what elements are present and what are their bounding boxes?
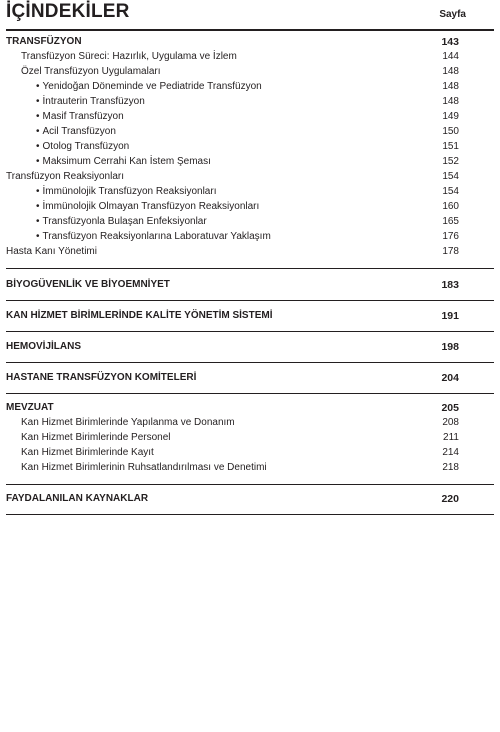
- toc-item-page: 148: [442, 81, 459, 92]
- toc-item[interactable]: [0, 246, 500, 261]
- section-title: TRANSFÜZYON: [6, 36, 82, 47]
- toc-item[interactable]: [0, 417, 500, 432]
- toc-item[interactable]: [0, 462, 500, 477]
- toc-item-title: Kan Hizmet Birimlerinde Kayıt: [21, 447, 154, 458]
- toc-item-title: Masif Transfüzyon: [42, 111, 124, 122]
- section-page: 220: [441, 493, 459, 505]
- toc-section-mevzuat[interactable]: [0, 402, 500, 417]
- page-column-label: Sayfa: [439, 9, 466, 20]
- bullet-icon: •: [36, 81, 40, 92]
- toc-item-page: 165: [442, 216, 459, 227]
- section-divider: [6, 393, 494, 394]
- toc-section-kaynaklar[interactable]: [0, 493, 500, 508]
- toc-item[interactable]: [0, 447, 500, 462]
- toc-item-page: 178: [442, 246, 459, 257]
- toc-item-page: 149: [442, 111, 459, 122]
- section-title: HEMOVİJİLANS: [6, 341, 82, 352]
- section-divider: [6, 362, 494, 363]
- section-divider: [6, 300, 494, 301]
- toc-item-title: Transfüzyon Reaksiyonları: [6, 171, 125, 182]
- toc-item[interactable]: [0, 201, 500, 216]
- bullet-icon: •: [36, 96, 40, 107]
- toc-item-page: 211: [443, 432, 459, 443]
- section-divider: [6, 331, 494, 332]
- toc-item[interactable]: [0, 156, 500, 171]
- toc-item-page: 208: [442, 417, 459, 428]
- section-page: 143: [441, 36, 459, 48]
- toc-item-title: Acil Transfüzyon: [42, 126, 116, 137]
- section-divider: [6, 514, 494, 515]
- toc-item[interactable]: [0, 66, 500, 81]
- toc-item-title: Yenidoğan Döneminde ve Pediatride Transfüzyon: [42, 81, 262, 92]
- toc-item-page: 214: [442, 447, 459, 458]
- toc-item[interactable]: [0, 81, 500, 96]
- section-title: MEVZUAT: [6, 402, 54, 413]
- section-page: 204: [441, 372, 459, 384]
- toc-item-title: İntrauterin Transfüzyon: [42, 96, 145, 107]
- section-title: FAYDALANILAN KAYNAKLAR: [6, 493, 149, 504]
- toc-item-page: 154: [442, 171, 459, 182]
- bullet-icon: •: [36, 141, 40, 152]
- toc-item-title: Kan Hizmet Birimlerinde Personel: [21, 432, 171, 443]
- toc-item[interactable]: [0, 96, 500, 111]
- toc-item-title: Transfüzyon Reaksiyonlarına Laboratuvar Yaklaşım: [42, 231, 271, 242]
- toc-item-title: Hasta Kanı Yönetimi: [6, 246, 97, 257]
- toc-item-title: Transfüzyon Süreci: Hazırlık, Uygulama ve İzlem: [21, 51, 237, 62]
- section-title: KAN HİZMET BİRİMLERİNDE KALİTE YÖNETİM SİSTEMİ: [6, 310, 273, 321]
- section-page: 183: [441, 279, 459, 291]
- bullet-icon: •: [36, 231, 40, 242]
- toc-item[interactable]: [0, 432, 500, 447]
- toc-item-title: İmmünolojik Olmayan Transfüzyon Reaksiyonları: [42, 201, 260, 212]
- toc-item-page: 150: [442, 126, 459, 137]
- section-title: HASTANE TRANSFÜZYON KOMİTELERİ: [6, 372, 197, 383]
- section-divider: [6, 268, 494, 269]
- section-page: 191: [441, 310, 459, 322]
- toc-section-hemovijilans[interactable]: [0, 341, 500, 356]
- bullet-icon: •: [36, 156, 40, 167]
- section-page: 198: [441, 341, 459, 353]
- toc-item[interactable]: [0, 171, 500, 186]
- toc-item[interactable]: [0, 216, 500, 231]
- bullet-icon: •: [36, 126, 40, 137]
- toc-item-title: Kan Hizmet Birimlerinde Yapılanma ve Donanım: [21, 417, 235, 428]
- toc-item-page: 152: [442, 156, 459, 167]
- section-page: 205: [441, 402, 459, 414]
- toc-section-kalite[interactable]: [0, 310, 500, 325]
- toc-item-title: İmmünolojik Transfüzyon Reaksiyonları: [42, 186, 217, 197]
- section-divider: [6, 484, 494, 485]
- page-title: İÇİNDEKİLER: [6, 1, 130, 22]
- toc-item-page: 148: [442, 96, 459, 107]
- toc-item-page: 148: [442, 66, 459, 77]
- toc-item-title: Maksimum Cerrahi Kan İstem Şeması: [42, 156, 211, 167]
- bullet-icon: •: [36, 201, 40, 212]
- toc-item[interactable]: [0, 186, 500, 201]
- toc-item-title: Otolog Transfüzyon: [42, 141, 130, 152]
- bullet-icon: •: [36, 111, 40, 122]
- section-title: BİYOGÜVENLİK VE BİYOEMNİYET: [6, 279, 170, 290]
- toc-item-page: 176: [442, 231, 459, 242]
- toc-item-title: Kan Hizmet Birimlerinin Ruhsatlandırılması ve Denetimi: [21, 462, 267, 473]
- toc-item[interactable]: [0, 111, 500, 126]
- toc-item-page: 144: [442, 51, 459, 62]
- bullet-icon: •: [36, 186, 40, 197]
- toc-item-page: 218: [442, 462, 459, 473]
- toc-section-transfuzyon[interactable]: [0, 36, 500, 51]
- toc-item-page: 160: [442, 201, 459, 212]
- toc-section-komiteler[interactable]: [0, 372, 500, 387]
- toc-item-page: 154: [442, 186, 459, 197]
- toc-item[interactable]: [0, 51, 500, 66]
- bullet-icon: •: [36, 216, 40, 227]
- toc-item[interactable]: [0, 126, 500, 141]
- toc-section-biyoguvenlik[interactable]: [0, 279, 500, 294]
- toc-item-page: 151: [442, 141, 459, 152]
- toc-item[interactable]: [0, 141, 500, 156]
- header-rule: [6, 29, 494, 31]
- toc-item[interactable]: [0, 231, 500, 246]
- toc-item-title: Transfüzyonla Bulaşan Enfeksiyonlar: [42, 216, 207, 227]
- toc-item-title: Özel Transfüzyon Uygulamaları: [21, 66, 161, 77]
